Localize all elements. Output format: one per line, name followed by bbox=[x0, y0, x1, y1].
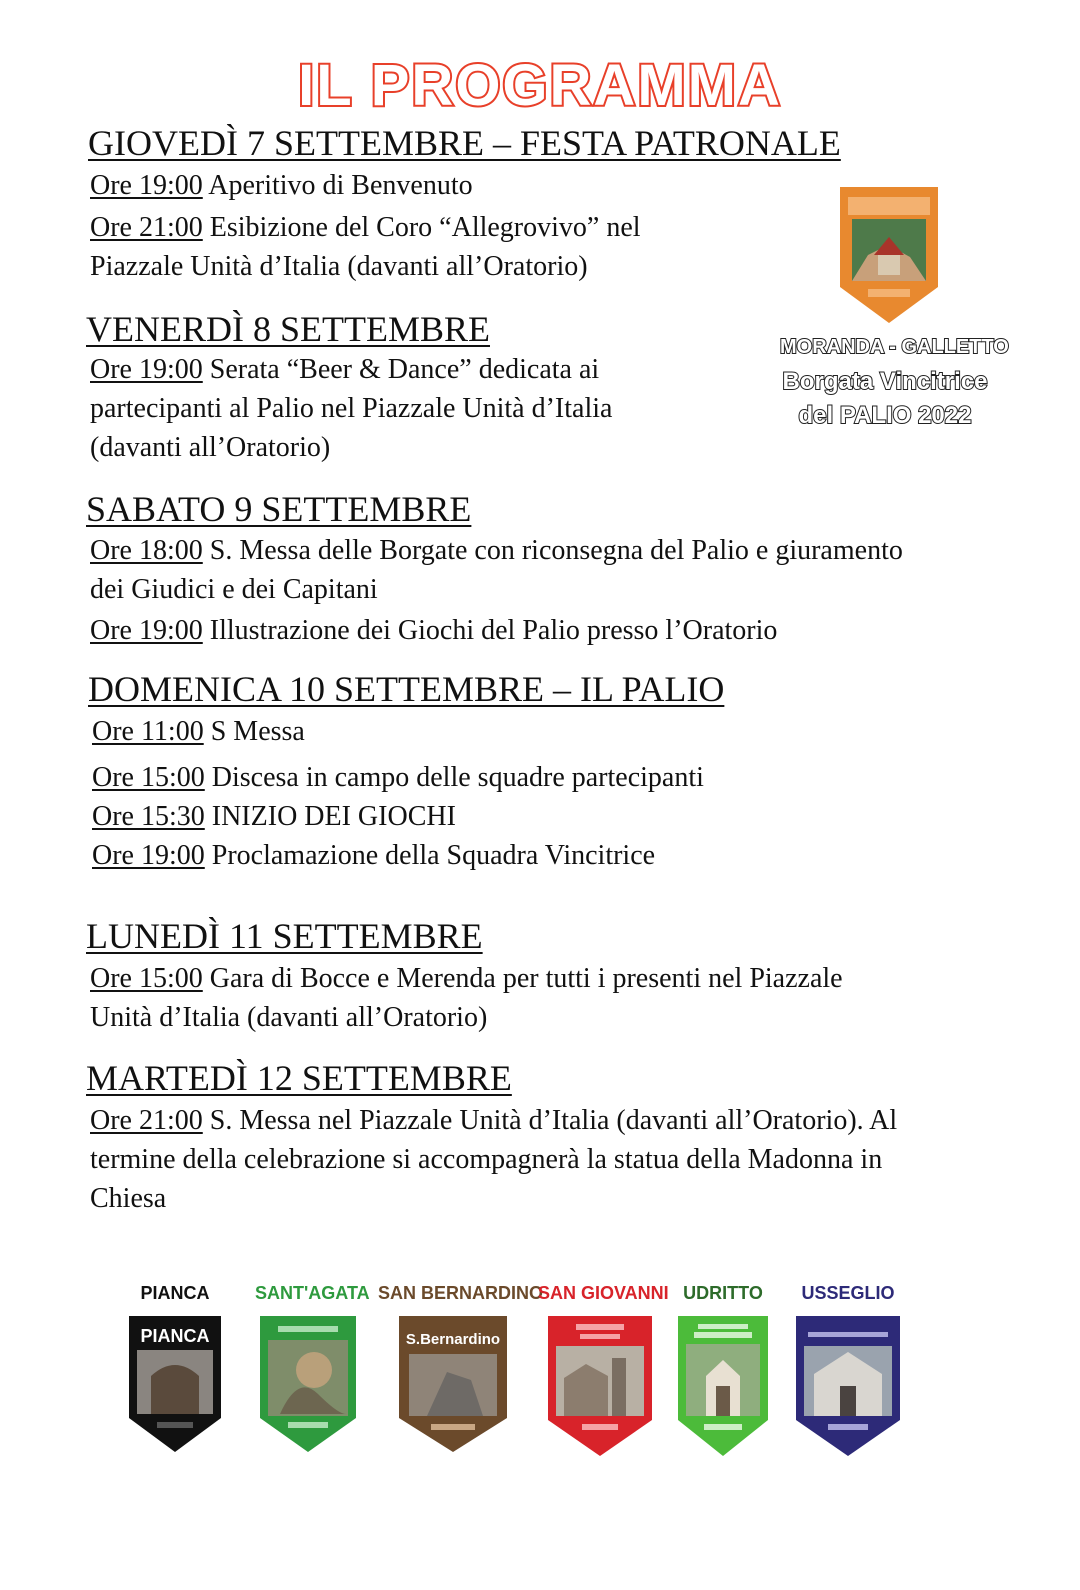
san-bernardino-shield-icon bbox=[397, 1314, 509, 1454]
borgata-santagata bbox=[255, 1280, 370, 1454]
winner-borgata-name: MORANDA - GALLETTO bbox=[780, 336, 1009, 358]
usseglio-shield-icon bbox=[794, 1314, 902, 1458]
event-text: Gara di Bocce e Merenda per tutti i presenti nel Piazzale bbox=[202, 963, 843, 994]
borgata-san-bernardino bbox=[378, 1280, 544, 1454]
shield-label: PIANCA bbox=[140, 1326, 210, 1346]
borgata-usseglio bbox=[793, 1280, 903, 1458]
event-item bbox=[90, 166, 473, 205]
event-time: Ore 18:00 bbox=[90, 535, 203, 566]
udritto-shield-icon bbox=[676, 1314, 770, 1458]
winner-year: del PALIO 2022 bbox=[798, 402, 972, 429]
event-item bbox=[92, 758, 704, 797]
event-text: Proclamazione della Squadra Vincitrice bbox=[204, 840, 656, 871]
santagata-shield-icon bbox=[258, 1314, 358, 1454]
event-item bbox=[90, 208, 641, 286]
event-text: S. Messa delle Borgate con riconsegna del Palio e giuramento bbox=[202, 535, 903, 566]
day-heading-domenica: DOMENICA 10 SETTEMBRE – IL PALIO bbox=[88, 669, 725, 709]
event-time: Ore 19:00 bbox=[90, 170, 203, 201]
event-text: INIZIO DEI GIOCHI bbox=[204, 801, 456, 832]
event-time: Ore 21:00 bbox=[90, 212, 203, 243]
borgata-san-giovanni bbox=[538, 1280, 669, 1458]
event-text: Discesa in campo delle squadre partecipanti bbox=[204, 762, 704, 793]
winner-shield-icon bbox=[838, 185, 940, 325]
borgata-name: SANT'AGATA bbox=[255, 1283, 370, 1303]
event-item bbox=[90, 350, 612, 467]
day-heading-venerdi: VENERDÌ 8 SETTEMBRE bbox=[86, 309, 490, 349]
event-time: Ore 19:00 bbox=[90, 354, 203, 385]
borgata-name: SAN BERNARDINO bbox=[378, 1283, 544, 1303]
page-title: IL PROGRAMMA bbox=[298, 53, 782, 118]
borgata-name: PIANCA bbox=[140, 1283, 210, 1303]
event-text: Esibizione del Coro “Allegrovivo” nel bbox=[202, 212, 641, 243]
event-text: S. Messa nel Piazzale Unità d’Italia (davanti all’Oratorio). Al bbox=[202, 1105, 898, 1136]
winner-label: Borgata Vincitrice bbox=[782, 368, 988, 395]
event-time: Ore 19:00 bbox=[92, 840, 205, 871]
event-time: Ore 21:00 bbox=[90, 1105, 203, 1136]
event-text: Aperitivo di Benvenuto bbox=[202, 170, 473, 201]
event-item bbox=[92, 797, 456, 836]
event-text-cont: Chiesa bbox=[90, 1183, 167, 1214]
borgata-pianca bbox=[125, 1280, 225, 1454]
event-text-cont: termine della celebrazione si accompagnerà la statua della Madonna in bbox=[90, 1144, 883, 1175]
san-giovanni-shield-icon bbox=[546, 1314, 654, 1458]
event-item bbox=[90, 1101, 897, 1218]
borgata-udritto bbox=[673, 1280, 773, 1458]
pianca-shield-icon bbox=[127, 1314, 223, 1454]
day-heading-sabato: SABATO 9 SETTEMBRE bbox=[86, 489, 472, 529]
day-heading-giovedi: GIOVEDÌ 7 SETTEMBRE – FESTA PATRONALE bbox=[88, 123, 841, 163]
event-text-cont: partecipanti al Palio nel Piazzale Unità d’Italia bbox=[90, 393, 613, 424]
event-text: Serata “Beer & Dance” dedicata ai bbox=[202, 354, 600, 385]
borgata-name: SAN GIOVANNI bbox=[538, 1283, 669, 1303]
day-heading-lunedi: LUNEDÌ 11 SETTEMBRE bbox=[86, 916, 483, 956]
event-time: Ore 19:00 bbox=[90, 615, 203, 646]
event-time: Ore 15:00 bbox=[90, 963, 203, 994]
event-item bbox=[90, 531, 903, 609]
event-time: Ore 15:00 bbox=[92, 762, 205, 793]
event-text: Illustrazione dei Giochi del Palio presso l’Oratorio bbox=[202, 615, 778, 646]
event-item bbox=[90, 611, 777, 650]
event-item bbox=[92, 836, 655, 875]
event-text-cont: dei Giudici e dei Capitani bbox=[90, 574, 378, 605]
day-heading-martedi: MARTEDÌ 12 SETTEMBRE bbox=[86, 1058, 512, 1098]
event-text-cont: (davanti all’Oratorio) bbox=[90, 432, 331, 463]
event-text-cont: Piazzale Unità d’Italia (davanti all’Oratorio) bbox=[90, 251, 588, 282]
event-time: Ore 15:30 bbox=[92, 801, 205, 832]
event-item bbox=[90, 959, 843, 1037]
event-time: Ore 11:00 bbox=[92, 716, 204, 747]
borgata-name: UDRITTO bbox=[683, 1283, 763, 1303]
event-text-cont: Unità d’Italia (davanti all’Oratorio) bbox=[90, 1002, 488, 1033]
shield-label: S.Bernardino bbox=[405, 1331, 501, 1348]
borgata-name: USSEGLIO bbox=[801, 1283, 895, 1303]
event-text: S Messa bbox=[203, 716, 305, 747]
event-item bbox=[92, 712, 305, 751]
